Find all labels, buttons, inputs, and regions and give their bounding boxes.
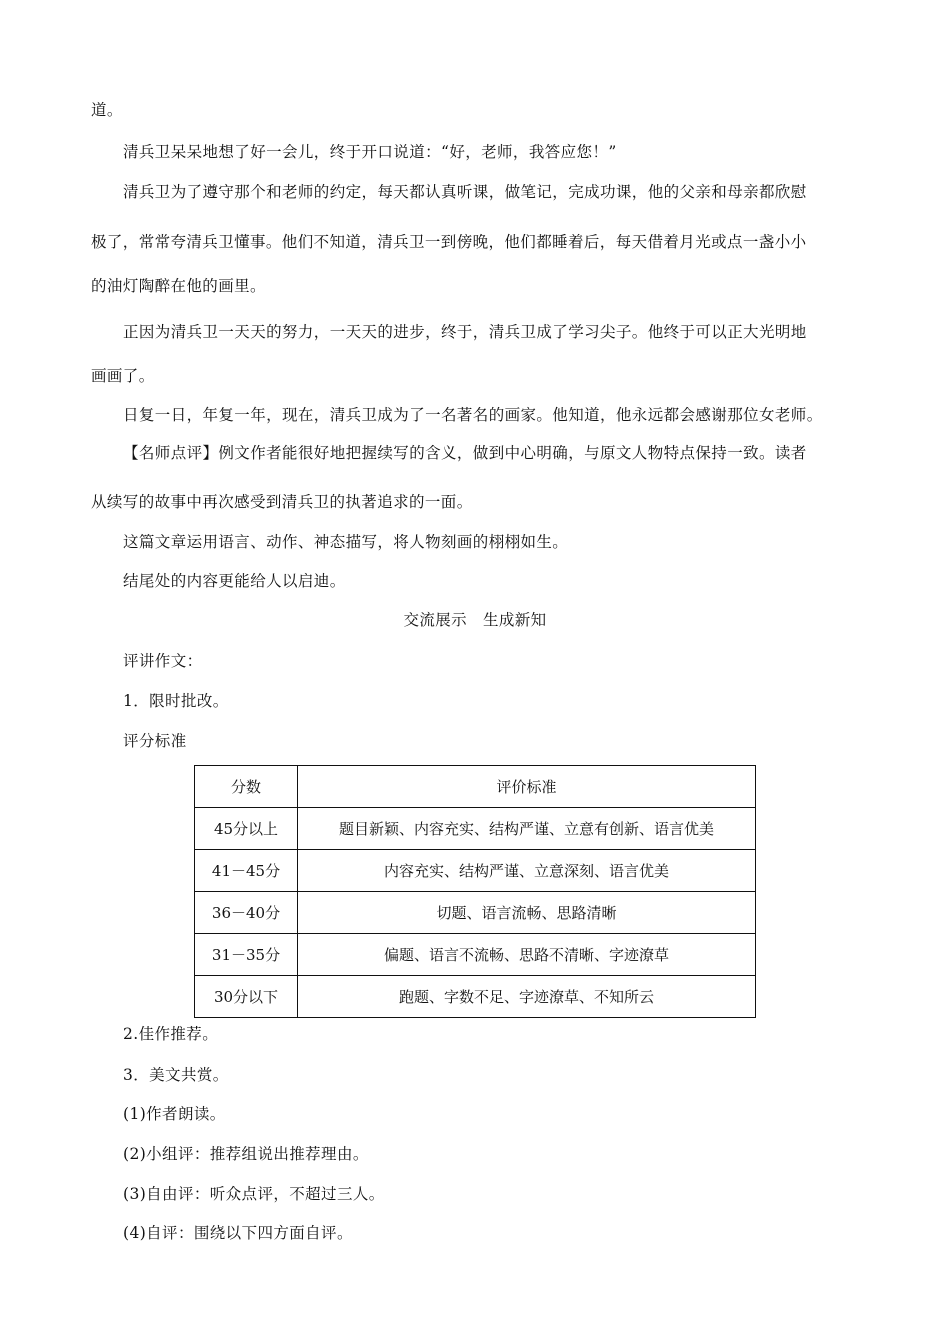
score-cell: 31－35分: [195, 934, 298, 976]
review-sub-4: (4)自评：围绕以下四方面自评。: [123, 1224, 353, 1242]
review-sub-3: (3)自由评：听众点评，不超过三人。: [123, 1185, 385, 1203]
criteria-cell: 跑题、字数不足、字迹潦草、不知所云: [298, 976, 756, 1018]
paragraph-line: 道。: [91, 101, 123, 119]
score-cell: 45分以上: [195, 808, 298, 850]
score-cell: 41－45分: [195, 850, 298, 892]
review-step-3: 3．美文共赏。: [123, 1066, 229, 1084]
table-row: [195, 892, 756, 934]
paragraph-line: 画画了。: [91, 367, 155, 385]
paragraph-line: 日复一日，年复一年，现在，清兵卫成为了一名著名的画家。他知道，他永远都会感谢那位女老师。: [123, 406, 823, 424]
table-row: [195, 976, 756, 1018]
criteria-cell: 偏题、语言不流畅、思路不清晰、字迹潦草: [298, 934, 756, 976]
review-step-1: 1．限时批改。: [123, 692, 229, 710]
comment-line: 从续写的故事中再次感受到清兵卫的执著追求的一面。: [91, 493, 473, 511]
score-cell: 36－40分: [195, 892, 298, 934]
review-step-2: 2.佳作推荐。: [123, 1025, 219, 1043]
comment-line: 【名师点评】例文作者能很好地把握续写的含义，做到中心明确，与原文人物特点保持一致。读者: [123, 444, 807, 462]
comment-line: 这篇文章运用语言、动作、神态描写，将人物刻画的栩栩如生。: [123, 533, 569, 551]
column-header-criteria: 评价标准: [298, 766, 756, 808]
score-cell: 30分以下: [195, 976, 298, 1018]
criteria-cell: 题目新颖、内容充实、结构严谨、立意有创新、语言优美: [298, 808, 756, 850]
paragraph-line: 极了，常常夸清兵卫懂事。他们不知道，清兵卫一到傍晚，他们都睡着后，每天借着月光或点一盏小小: [91, 233, 807, 251]
column-header-score: 分数: [195, 766, 298, 808]
table-row: [195, 850, 756, 892]
table-header-row: [195, 766, 756, 808]
paragraph-line: 正因为清兵卫一天天的努力，一天天的进步，终于，清兵卫成了学习尖子。他终于可以正大光明地: [123, 323, 807, 341]
criteria-cell: 内容充实、结构严谨、立意深刻、语言优美: [298, 850, 756, 892]
scoring-standard-label: 评分标准: [123, 732, 187, 750]
paragraph-line: 清兵卫为了遵守那个和老师的约定，每天都认真听课，做笔记，完成功课，他的父亲和母亲都欣慰: [123, 183, 807, 201]
review-sub-1: (1)作者朗读。: [123, 1105, 226, 1123]
comment-line: 结尾处的内容更能给人以启迪。: [123, 572, 346, 590]
table-row: [195, 808, 756, 850]
table-row: [195, 934, 756, 976]
criteria-cell: 切题、语言流畅、思路清晰: [298, 892, 756, 934]
review-intro: 评讲作文：: [123, 652, 203, 670]
scoring-table: [194, 765, 756, 1018]
review-sub-2: (2)小组评：推荐组说出推荐理由。: [123, 1145, 369, 1163]
paragraph-line: 的油灯陶醉在他的画里。: [91, 277, 266, 295]
section-heading: 交流展示 生成新知: [403, 611, 547, 629]
paragraph-line: 清兵卫呆呆地想了好一会儿，终于开口说道：“好，老师，我答应您！”: [123, 143, 617, 161]
